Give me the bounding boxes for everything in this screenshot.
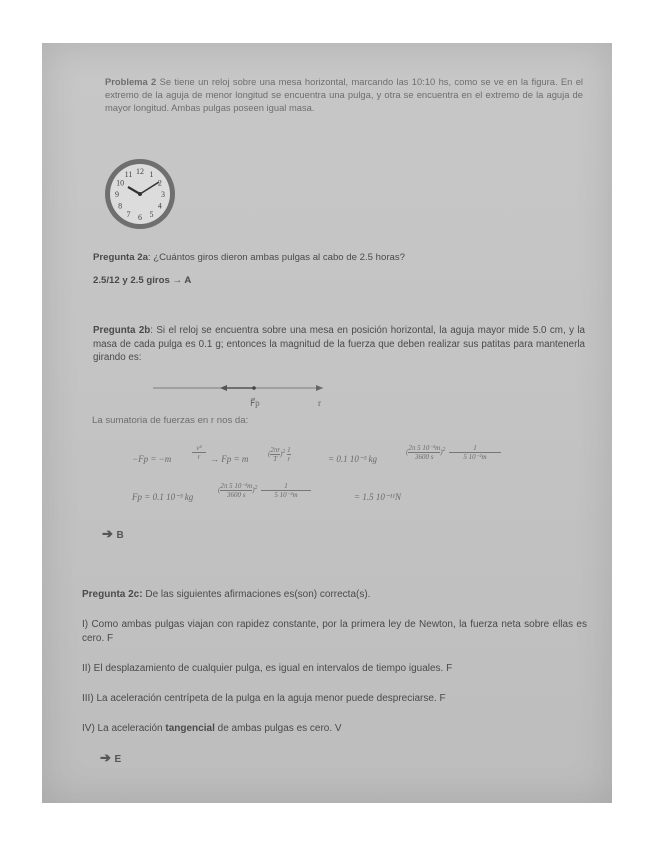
question-2c-text: De las siguientes afirmaciones es(son) correcta(s). xyxy=(142,589,371,600)
clock-number: 11 xyxy=(124,170,133,180)
eq1-paren-2pir-T: (2πr T )$^2$ 1 r xyxy=(268,446,291,463)
answer-2c: ➔ E xyxy=(100,750,122,765)
question-2a-text: : ¿Cuántos giros dieron ambas pulgas al cabo de 2.5 horas? xyxy=(147,252,405,263)
answer-2b-letter: B xyxy=(116,530,124,541)
eq1-left: −Fp = −m xyxy=(132,454,172,464)
question-2b-label: Pregunta 2b xyxy=(93,325,151,336)
statement-4-pre: IV) La aceleración xyxy=(82,723,166,734)
problem-text: Se tiene un reloj sobre una mesa horizontal, marcando las 10:10 hs, como se ve en la figura. En el extremo de la aguja de menor longitud se encuentra una pulga, y otra se encuentra en el extremo de la aguja de mayor longitud. Ambas pulgas poseen igual masa. xyxy=(105,76,584,113)
statement-2: II) El desplazamiento de cualquier pulga, es igual en intervalos de tiempo iguales. F xyxy=(82,663,453,674)
question-2b xyxy=(93,324,585,365)
equation-2 xyxy=(132,482,552,516)
eq2-result: = 1.5 10⁻¹¹N xyxy=(354,492,401,502)
force-diagram xyxy=(150,382,330,412)
clock-center xyxy=(138,192,142,196)
question-2a xyxy=(93,251,573,264)
eq1-right: = 0.1 10⁻³ kg xyxy=(328,454,378,464)
answer-2b: ➔ B xyxy=(102,526,124,541)
statement-1: I) Como ambas pulgas viajan con rapidez constante, por la primera ley de Newton, la fuerza neta sobre ellas es cero. F xyxy=(82,619,587,644)
question-2a-answer: 2.5/12 y 2.5 giros → A xyxy=(93,275,192,286)
diagram-arrow-head xyxy=(316,385,323,391)
flea-point xyxy=(252,386,256,390)
clock-number: 12 xyxy=(136,167,144,176)
question-2a-label: Pregunta 2a xyxy=(93,252,148,263)
clock-number: 8 xyxy=(118,201,123,211)
eq1-paren-values: (2π 5 10⁻²m 3600 s )$^2$ 1 5 10⁻²m xyxy=(406,444,501,461)
statement-4-bold: tangencial xyxy=(165,723,215,734)
clock-number: 2 xyxy=(157,178,162,188)
problem-statement xyxy=(105,75,583,114)
eq2-left: Fp = 0.1 10⁻³ kg xyxy=(132,492,194,502)
eq1-frac-v2-r: v² r xyxy=(192,444,206,461)
question-2b-text: : Si el reloj se encuentra sobre una mesa en posición horizontal, la aguja mayor mide 5.0 cm, y la masa de cada pulga es 0.1 g; entonces la magnitud de la fuerza que deben realizar sus patitas para mantenerla girando es: xyxy=(93,325,585,363)
clock-number: 9 xyxy=(115,190,119,199)
clock-number: 6 xyxy=(138,213,142,222)
statement-4-post: de ambas pulgas es cero. V xyxy=(214,723,342,734)
r-label: r xyxy=(318,398,321,408)
fp-label: F⃗p xyxy=(250,398,260,408)
equation-1 xyxy=(132,444,552,478)
clock-number: 3 xyxy=(161,190,165,199)
problem-title: Problema 2 xyxy=(105,76,157,87)
fp-vector-head xyxy=(220,385,227,391)
clock-number: 4 xyxy=(157,201,162,211)
statement-3: III) La aceleración centrípeta de la pulga en la aguja menor puede despreciarse. F xyxy=(82,693,446,704)
statement-4 xyxy=(82,722,587,735)
eq2-paren-values: (2π 5 10⁻²m 3600 s )$^2$ 1 5 10⁻²m xyxy=(218,482,311,499)
eq1-mid: → Fp = m xyxy=(210,454,249,464)
question-2c-label: Pregunta 2c: xyxy=(82,589,143,600)
answer-2c-letter: E xyxy=(114,754,122,765)
sum-forces-text: La sumatoria de fuerzas en r nos da: xyxy=(92,415,249,426)
clock-number: 5 xyxy=(149,209,154,219)
clock-figure xyxy=(104,158,176,230)
clock-number: 1 xyxy=(149,170,154,180)
clock-number: 10 xyxy=(116,178,125,188)
question-2c xyxy=(82,588,582,601)
clock-number: 7 xyxy=(126,209,131,219)
